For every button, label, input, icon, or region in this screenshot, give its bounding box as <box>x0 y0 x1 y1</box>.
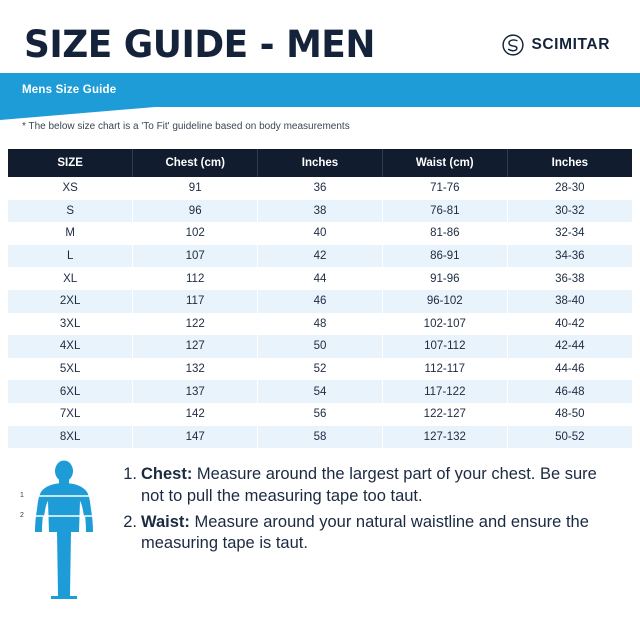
cell-waist-cm: 107-112 <box>382 335 507 358</box>
banner-label: Mens Size Guide <box>22 84 117 96</box>
cell-waist-cm: 81-86 <box>382 222 507 245</box>
cell-size: M <box>8 222 133 245</box>
cell-chest-cm: 117 <box>133 290 258 313</box>
cell-chest-in: 40 <box>258 222 383 245</box>
cell-chest-in: 58 <box>258 426 383 449</box>
banner-note-row <box>0 107 640 141</box>
cell-chest-cm: 142 <box>133 403 258 426</box>
cell-waist-in: 42-44 <box>507 335 632 358</box>
column-header-chest-in: Inches <box>258 149 383 177</box>
size-table-head <box>8 149 632 177</box>
cell-size: S <box>8 200 133 223</box>
table-header-row <box>8 149 632 177</box>
cell-chest-in: 50 <box>258 335 383 358</box>
table-row <box>8 335 632 358</box>
figure-marker-1: 1 <box>20 492 24 500</box>
cell-waist-cm: 91-96 <box>382 267 507 290</box>
brand-name: SCIMITAR <box>531 35 610 53</box>
cell-chest-in: 44 <box>258 267 383 290</box>
banner-notch-shape <box>0 107 155 120</box>
column-header-waist-cm: Waist (cm) <box>382 149 507 177</box>
cell-chest-cm: 122 <box>133 313 258 336</box>
cell-waist-cm: 117-122 <box>382 380 507 403</box>
instruction-body <box>141 512 624 556</box>
cell-waist-cm: 96-102 <box>382 290 507 313</box>
cell-waist-in: 36-38 <box>507 267 632 290</box>
cell-size: 4XL <box>8 335 133 358</box>
cell-chest-cm: 147 <box>133 426 258 449</box>
cell-chest-cm: 107 <box>133 245 258 268</box>
cell-waist-cm: 71-76 <box>382 177 507 200</box>
cell-chest-in: 54 <box>258 380 383 403</box>
table-row <box>8 380 632 403</box>
cell-chest-in: 46 <box>258 290 383 313</box>
cell-size: 2XL <box>8 290 133 313</box>
table-row <box>8 426 632 449</box>
cell-waist-cm: 127-132 <box>382 426 507 449</box>
cell-waist-in: 28-30 <box>507 177 632 200</box>
cell-chest-cm: 96 <box>133 200 258 223</box>
cell-size: XL <box>8 267 133 290</box>
instruction-detail: Measure around the largest part of your chest. Be sure not to pull the measuring tape too taut. <box>141 465 597 505</box>
table-row <box>8 313 632 336</box>
cell-waist-cm: 112-117 <box>382 358 507 381</box>
cell-waist-cm: 86-91 <box>382 245 507 268</box>
banner-note: * The below size chart is a 'To Fit' guideline based on body measurements <box>22 121 350 132</box>
table-row <box>8 222 632 245</box>
instruction-number: 2. <box>123 512 137 531</box>
figure-marker-2: 2 <box>20 512 24 520</box>
table-row <box>8 290 632 313</box>
table-row <box>8 358 632 381</box>
table-row <box>8 245 632 268</box>
cell-chest-in: 52 <box>258 358 383 381</box>
cell-waist-in: 48-50 <box>507 403 632 426</box>
instruction-waist <box>120 512 624 556</box>
instruction-number: 1. <box>123 465 137 484</box>
cell-size: 5XL <box>8 358 133 381</box>
cell-waist-cm: 76-81 <box>382 200 507 223</box>
scimitar-s-icon <box>502 34 524 56</box>
cell-chest-cm: 102 <box>133 222 258 245</box>
table-row <box>8 267 632 290</box>
cell-chest-cm: 112 <box>133 267 258 290</box>
brand-logo <box>502 34 616 56</box>
column-header-size: SIZE <box>8 149 133 177</box>
cell-size: L <box>8 245 133 268</box>
banner <box>0 73 640 107</box>
cell-waist-in: 30-32 <box>507 200 632 223</box>
page-header <box>0 0 640 73</box>
size-table-wrap <box>0 141 640 448</box>
table-row <box>8 403 632 426</box>
instruction-list <box>120 460 624 559</box>
cell-size: 7XL <box>8 403 133 426</box>
cell-chest-cm: 91 <box>133 177 258 200</box>
size-table-body <box>8 177 632 448</box>
cell-waist-cm: 102-107 <box>382 313 507 336</box>
cell-chest-in: 42 <box>258 245 383 268</box>
male-body-figure-icon <box>18 460 110 600</box>
table-row <box>8 200 632 223</box>
cell-waist-cm: 122-127 <box>382 403 507 426</box>
instruction-body <box>141 464 624 508</box>
cell-chest-cm: 137 <box>133 380 258 403</box>
instruction-chest <box>120 464 624 508</box>
size-table <box>8 149 632 448</box>
table-row <box>8 177 632 200</box>
cell-waist-in: 38-40 <box>507 290 632 313</box>
cell-size: XS <box>8 177 133 200</box>
cell-chest-cm: 132 <box>133 358 258 381</box>
cell-chest-in: 38 <box>258 200 383 223</box>
instruction-detail: Measure around your natural waistline and ensure the measuring tape is taut. <box>141 512 589 553</box>
cell-waist-in: 40-42 <box>507 313 632 336</box>
cell-waist-in: 44-46 <box>507 358 632 381</box>
cell-size: 3XL <box>8 313 133 336</box>
cell-chest-in: 36 <box>258 177 383 200</box>
cell-waist-in: 50-52 <box>507 426 632 449</box>
cell-size: 8XL <box>8 426 133 449</box>
measurement-instructions <box>0 448 640 600</box>
cell-waist-in: 32-34 <box>507 222 632 245</box>
column-header-chest-cm: Chest (cm) <box>133 149 258 177</box>
cell-chest-cm: 127 <box>133 335 258 358</box>
column-header-waist-in: Inches <box>507 149 632 177</box>
cell-chest-in: 56 <box>258 403 383 426</box>
cell-size: 6XL <box>8 380 133 403</box>
page-title: SIZE GUIDE - MEN <box>24 23 375 66</box>
cell-chest-in: 48 <box>258 313 383 336</box>
cell-waist-in: 34-36 <box>507 245 632 268</box>
cell-waist-in: 46-48 <box>507 380 632 403</box>
instruction-term: Waist: <box>141 512 190 531</box>
instruction-term: Chest: <box>141 465 193 484</box>
